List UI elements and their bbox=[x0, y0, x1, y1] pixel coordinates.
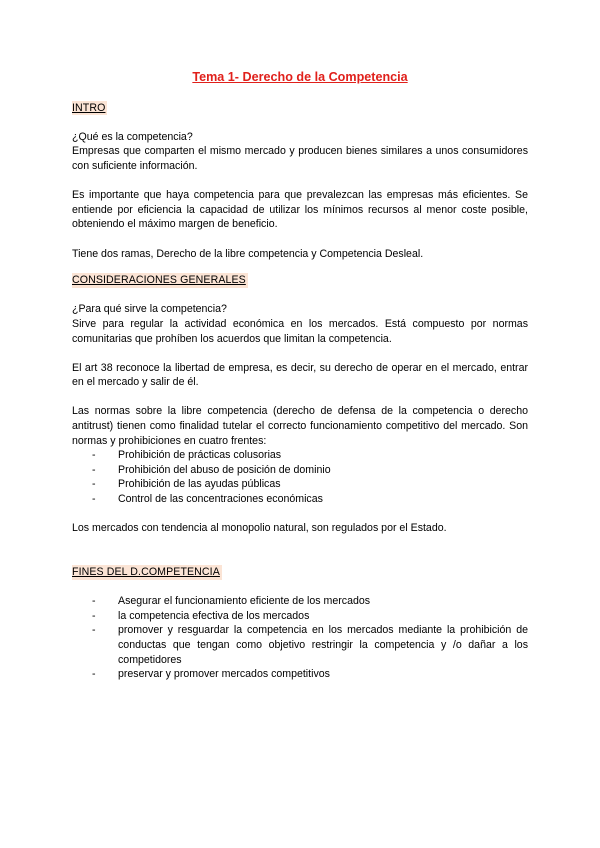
list-item: - Prohibición de prácticas colusorias bbox=[92, 448, 528, 463]
section-heading-fines: FINES DEL D.COMPETENCIA bbox=[72, 566, 220, 578]
list-item: - Prohibición del abuso de posición de dominio bbox=[92, 463, 528, 478]
list-item: - promover y resguardar la competencia en los mercados mediante la prohibición de conductas que tengan como objetivo restringir la competencia y /o dañar a los competidores bbox=[92, 623, 528, 667]
consideraciones-paragraph-art38: El art 38 reconoce la libertad de empresa, es decir, su derecho de operar en el mercado, entrar en el mercado y salir de él. bbox=[72, 361, 528, 389]
intro-paragraph-branches: Tiene dos ramas, Derecho de la libre competencia y Competencia Desleal. bbox=[72, 247, 424, 260]
list-item: - la competencia efectiva de los mercados bbox=[92, 609, 528, 624]
consideraciones-answer: Sirve para regular la actividad económica en los mercados. Está compuesto por normas comunitarias que prohíben los acuerdos que limitan la competencia. bbox=[72, 317, 528, 345]
section-consideraciones bbox=[72, 273, 528, 536]
intro-paragraph-efficiency: Es importante que haya competencia para que prevalezcan las empresas más eficientes. Se entiende por eficiencia la capacidad de utilizar los mínimos recursos al menor coste posible, obteniendo el máximo margen de beneficio. bbox=[72, 189, 528, 231]
intro-answer: Empresas que comparten el mismo mercado y producen bienes similares a unos consumidores con suficiente información. bbox=[72, 145, 528, 172]
consideraciones-paragraph-monopolio: Los mercados con tendencia al monopolio natural, son regulados por el Estado. bbox=[72, 522, 447, 535]
section-heading-consideraciones: CONSIDERACIONES GENERALES bbox=[72, 274, 246, 287]
consideraciones-list bbox=[72, 448, 528, 506]
intro-question: ¿Qué es la competencia? bbox=[72, 130, 193, 143]
list-item: - Prohibición de las ayudas públicas bbox=[92, 477, 528, 492]
section-fines bbox=[72, 565, 528, 682]
section-heading-intro: INTRO bbox=[72, 101, 106, 114]
list-item: - Control de las concentraciones económicas bbox=[92, 492, 528, 507]
page-title: Tema 1- Derecho de la Competencia bbox=[192, 70, 408, 84]
list-item: - preservar y promover mercados competitivos bbox=[92, 667, 528, 682]
fines-list bbox=[72, 594, 528, 682]
section-intro bbox=[72, 101, 528, 262]
consideraciones-paragraph-normas: Las normas sobre la libre competencia (derecho de defensa de la competencia o derecho antitrust) tienen como finalidad tutelar el correcto funcionamiento competitivo del mercado. Son normas y prohibiciones en cuatro frentes: bbox=[72, 405, 528, 447]
consideraciones-question: ¿Para qué sirve la competencia? bbox=[72, 303, 227, 316]
list-item: - Asegurar el funcionamiento eficiente de los mercados bbox=[92, 594, 528, 609]
